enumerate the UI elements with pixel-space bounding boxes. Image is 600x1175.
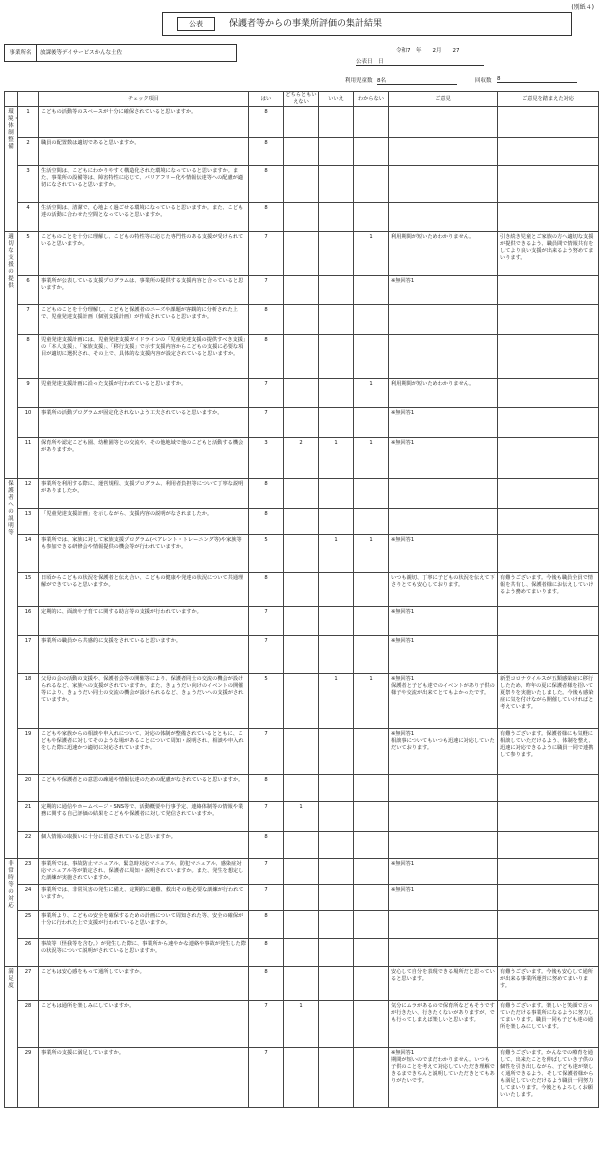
check-item: 日頃からこどもの状況を保護者と伝え合い、こどもの健康や発達の状況について共通理解ができていると思いますか。 — [39, 573, 249, 607]
row-number: 17 — [18, 636, 39, 674]
count-unknown — [354, 305, 389, 335]
count-unknown — [354, 203, 389, 232]
opinion-cell: ※無回答1 — [389, 607, 498, 636]
count-no — [319, 859, 354, 885]
header-opinion: ご意見 — [389, 92, 498, 107]
count-no — [319, 138, 354, 166]
row-number: 8 — [18, 335, 39, 379]
response-cell: 引き続き児童とご家族の方へ適切な支援が提供できるよう、職員間で情報共有をしてより良い支援が出来るよう努めてまいります。 — [498, 232, 599, 276]
count-neither — [284, 967, 319, 1001]
count-unknown: 1 — [354, 232, 389, 276]
opinion-cell: ※無回答1 — [389, 636, 498, 674]
header-neither: どちらともいえない — [285, 92, 317, 105]
count-no — [319, 573, 354, 607]
check-item: 事業所では、非常災害の発生に備え、定期的に避難、救出その他必要な訓練が行われていますか。 — [39, 885, 249, 911]
table-row — [5, 911, 599, 939]
header-yes: はい — [249, 92, 284, 107]
count-yes: 8 — [249, 166, 284, 203]
check-item: 児童発達支援計画には、児童発達支援ガイドラインの「児童発達支援の提供すべき支援」の「本人支援」、「家族支援」、「移行支援」で示す支援内容からこどもの支援に必要な項目が適切に選択され、その上で、具体的な支援内容が設定されていると思いますか。 — [39, 335, 249, 379]
row-number: 7 — [18, 305, 39, 335]
opinion-cell — [389, 138, 498, 166]
count-yes: 8 — [249, 573, 284, 607]
report-date: 令和7 年 2月 27 — [396, 48, 460, 54]
opinion-cell: ※無回答1 保護者と子ども達でのイベントがあり子供の様子や交流が出来てとてもよかったです。 — [389, 674, 498, 729]
section-label — [5, 107, 18, 232]
opinion-cell: ※無回答1 — [389, 859, 498, 885]
table-row — [5, 1048, 599, 1108]
count-neither — [284, 859, 319, 885]
table-row — [5, 276, 599, 305]
count-neither: 2 — [284, 438, 319, 479]
row-number: 20 — [18, 775, 39, 802]
opinion-cell: ※無回答1 — [389, 535, 498, 573]
count-no — [319, 379, 354, 408]
count-no — [319, 305, 354, 335]
count-yes: 7 — [249, 408, 284, 438]
table-row — [5, 408, 599, 438]
opinion-cell: ※無回答1 相談事についてもいつも迅速に対応していただいております。 — [389, 729, 498, 775]
count-yes: 8 — [249, 939, 284, 967]
count-unknown — [354, 967, 389, 1001]
row-number: 6 — [18, 276, 39, 305]
table-header-row — [5, 92, 599, 107]
count-unknown — [354, 1048, 389, 1108]
count-yes: 8 — [249, 138, 284, 166]
header-item: チェック項目 — [39, 92, 249, 107]
count-yes: 8 — [249, 911, 284, 939]
response-cell — [498, 859, 599, 885]
count-no: 1 — [319, 674, 354, 729]
section-label-text: 満足度 — [8, 969, 14, 989]
row-number: 10 — [18, 408, 39, 438]
count-no — [319, 335, 354, 379]
opinion-cell: ※無回答1 — [389, 885, 498, 911]
count-unknown — [354, 607, 389, 636]
row-number: 2 — [18, 138, 39, 166]
count-neither — [284, 535, 319, 573]
table-row — [5, 138, 599, 166]
check-item: 事業所では、事故防止マニュアル、緊急時対応マニュアル、防犯マニュアル、感染症対応マニュアル等が策定され、保護者に周知・説明されていますか。また、発生を想定した訓練が実施されていますか。 — [39, 859, 249, 885]
count-yes: 8 — [249, 479, 284, 509]
table-row — [5, 509, 599, 535]
count-neither — [284, 509, 319, 535]
check-item: こどものことを十分に理解し、こどもの特性等に応じた専門性のある支援が受けられていると思いますか。 — [39, 232, 249, 276]
count-neither — [284, 775, 319, 802]
opinion-cell: ※無回答1 — [389, 408, 498, 438]
check-item: 生活空間は、こどもにわかりやすく構造化された環境になっていると思いますか。また、事業所の設備等は、障害特性に応じて、バリアフリー化や情報伝達等への配慮が適切になされていると思いますか。 — [39, 166, 249, 203]
section-label — [5, 859, 18, 967]
response-cell — [498, 479, 599, 509]
response-cell: 新型コロナウイルスが五類感染症に移行したため、昨年の夏に保護者様を招いて夏祭りを実施いたしました。今後も感染症に気を付けながら開催していければと考えています。 — [498, 674, 599, 729]
count-no — [319, 1048, 354, 1108]
check-item: 事業所が公表している支援プログラムは、事業所の提供する支援内容と合っていると思いますか。 — [39, 276, 249, 305]
count-neither — [284, 232, 319, 276]
count-no — [319, 636, 354, 674]
check-item: 児童発達支援計画に沿った支援が行われていると思いますか。 — [39, 379, 249, 408]
count-neither — [284, 885, 319, 911]
count-yes: 8 — [249, 203, 284, 232]
check-item: こどものことを十分理解し、こどもと保護者のニーズや課題が客観的に分析された上で、児童発達支援計画（個別支援計画）が作成されていると思いますか。 — [39, 305, 249, 335]
count-neither — [284, 911, 319, 939]
response-cell — [498, 885, 599, 911]
count-unknown: 1 — [354, 379, 389, 408]
table-row — [5, 107, 599, 138]
count-neither — [284, 335, 319, 379]
users-label: 利用児童数 — [345, 78, 373, 84]
count-no: 1 — [319, 535, 354, 573]
section-label-text: 環境・体制整備 — [8, 109, 20, 150]
count-yes: 7 — [249, 885, 284, 911]
section-label — [5, 967, 18, 1108]
count-neither — [284, 607, 319, 636]
count-neither — [284, 379, 319, 408]
count-neither — [284, 138, 319, 166]
response-cell — [498, 408, 599, 438]
opinion-cell — [389, 832, 498, 859]
check-item: 生活空間は、清潔で、心地よく過ごせる環境になっていると思いますか。また、こども達の活動に合わせた空間となっていると思いますか。 — [39, 203, 249, 232]
check-item: 「児童発達支援計画」を示しながら、支援内容の説明がなされましたか。 — [39, 509, 249, 535]
row-number: 12 — [18, 479, 39, 509]
count-no — [319, 832, 354, 859]
count-yes: 8 — [249, 775, 284, 802]
opinion-cell — [389, 802, 498, 832]
check-item: こどもの活動等のスペースが十分に確保されていると思いますか。 — [39, 107, 249, 138]
row-number: 9 — [18, 379, 39, 408]
opinion-cell — [389, 939, 498, 967]
response-cell: 有難うございます。保護者様にも気軽に相談していただけるよう、体制を整え、迅速に対応できるように職員一同で連携して参ります。 — [498, 729, 599, 775]
table-row — [5, 885, 599, 911]
count-neither — [284, 107, 319, 138]
annex-label: (別紙４) — [571, 4, 594, 11]
response-cell — [498, 107, 599, 138]
row-number: 25 — [18, 911, 39, 939]
row-number: 1 — [18, 107, 39, 138]
opinion-cell — [389, 166, 498, 203]
count-neither — [284, 636, 319, 674]
count-unknown — [354, 573, 389, 607]
row-number: 4 — [18, 203, 39, 232]
count-unknown — [354, 832, 389, 859]
count-no — [319, 166, 354, 203]
row-number: 29 — [18, 1048, 39, 1108]
response-cell — [498, 636, 599, 674]
row-number: 18 — [18, 674, 39, 729]
row-number: 5 — [18, 232, 39, 276]
count-yes: 7 — [249, 379, 284, 408]
count-unknown — [354, 859, 389, 885]
opinion-cell: ※無回答1 期間が短いのでまだわかりません。いつも子供のことを考えて対応していただき理解できるまできちんと説明していただきとてもありがたいです。 — [389, 1048, 498, 1108]
count-unknown — [354, 1001, 389, 1048]
count-unknown — [354, 166, 389, 203]
table-row — [5, 636, 599, 674]
count-neither — [284, 674, 319, 729]
row-number: 13 — [18, 509, 39, 535]
table-row — [5, 674, 599, 729]
count-no — [319, 1001, 354, 1048]
row-number: 22 — [18, 832, 39, 859]
check-item: 事業所より、こどもの安全を確保するための計画について周知された等、安全の確保が十分に行われた上で支援が行われていると思いますか。 — [39, 911, 249, 939]
count-unknown — [354, 408, 389, 438]
check-item: 職員の配置数は適切であると思いますか。 — [39, 138, 249, 166]
count-no — [319, 729, 354, 775]
count-yes: 5 — [249, 674, 284, 729]
count-unknown: 1 — [354, 535, 389, 573]
count-no: 1 — [319, 438, 354, 479]
opinion-cell — [389, 911, 498, 939]
count-neither — [284, 729, 319, 775]
count-yes: 7 — [249, 607, 284, 636]
response-cell — [498, 775, 599, 802]
count-neither — [284, 166, 319, 203]
check-item: こどもは通所を楽しみにしていますか。 — [39, 1001, 249, 1048]
opinion-cell: いつも親切、丁寧に子どもの状況を伝えて下さりとても安心しております。 — [389, 573, 498, 607]
table-row — [5, 535, 599, 573]
opinion-cell: 安心して自分を表現できる場所だと思っていると思います。 — [389, 967, 498, 1001]
response-cell — [498, 276, 599, 305]
count-no — [319, 967, 354, 1001]
count-no — [319, 939, 354, 967]
check-item: こどもや家族からの相談や申入れについて、対応の体制が整備されているとともに、こどもや保護者に対してそのような場があることについて周知・説明され、相談や申入れをした際に迅速かつ適切に対応されていますか。 — [39, 729, 249, 775]
opinion-cell — [389, 305, 498, 335]
response-cell: 有難うございます。楽しいと笑顔で言っていただける事業所になるように努力してまいります。職員一同も子ども達の通所を楽しみにしています。 — [498, 1001, 599, 1048]
count-unknown — [354, 509, 389, 535]
table-row — [5, 939, 599, 967]
count-yes: 7 — [249, 1001, 284, 1048]
count-no — [319, 885, 354, 911]
row-number: 23 — [18, 859, 39, 885]
count-unknown — [354, 138, 389, 166]
count-neither — [284, 573, 319, 607]
count-neither — [284, 832, 319, 859]
header-no: いいえ — [319, 92, 354, 107]
response-cell — [498, 802, 599, 832]
response-cell — [498, 166, 599, 203]
count-yes: 8 — [249, 832, 284, 859]
response-cell — [498, 832, 599, 859]
count-no — [319, 911, 354, 939]
count-yes: 7 — [249, 1048, 284, 1108]
count-neither — [284, 479, 319, 509]
check-item: 定期的に、面談や子育てに関する助言等の支援が行われていますか。 — [39, 607, 249, 636]
response-cell — [498, 939, 599, 967]
users-count: 8名 — [377, 76, 457, 85]
check-item: 事業所では、家族に対して家族支援プログラム(ペアレント・トレーニング等)や家族等も参加できる研修会や情報提供の機会等が行われていますか。 — [39, 535, 249, 573]
response-cell — [498, 379, 599, 408]
response-cell — [498, 138, 599, 166]
check-item: 事業所の支援に満足していますか。 — [39, 1048, 249, 1108]
jigyosho-label: 事業所名 — [4, 44, 37, 62]
check-item: 定期的に通信やホームページ・SNS等で、活動概要や行事予定、連絡体制等の情報や業務に関する自己評価の結果をこどもや保護者に対して発信されていますか。 — [39, 802, 249, 832]
row-number: 3 — [18, 166, 39, 203]
table-row — [5, 379, 599, 408]
opinion-cell: ※無回答1 — [389, 276, 498, 305]
count-unknown — [354, 802, 389, 832]
response-cell — [498, 335, 599, 379]
count-unknown — [354, 479, 389, 509]
count-yes: 7 — [249, 276, 284, 305]
table-row — [5, 607, 599, 636]
count-unknown — [354, 636, 389, 674]
table-row — [5, 859, 599, 885]
check-item: こどもや保護者との意思の疎通や情報伝達のための配慮がなされていると思いますか。 — [39, 775, 249, 802]
count-yes: 7 — [249, 802, 284, 832]
section-label — [5, 232, 18, 479]
page-title: 保護者等からの事業所評価の集計結果 — [229, 19, 383, 29]
count-no — [319, 408, 354, 438]
response-cell — [498, 305, 599, 335]
row-number: 11 — [18, 438, 39, 479]
count-yes: 7 — [249, 729, 284, 775]
count-neither: 1 — [284, 802, 319, 832]
count-unknown — [354, 939, 389, 967]
count-yes: 7 — [249, 859, 284, 885]
responses-label: 回収数 — [475, 78, 492, 84]
responses-count: 8 — [497, 76, 577, 83]
table-row — [5, 775, 599, 802]
count-unknown — [354, 107, 389, 138]
row-number: 27 — [18, 967, 39, 1001]
response-cell: 有難うございます。かんなでの療育を通して、出来たことを伸ばしていき子供の個性を引き出しながら、子ども達が楽しく通所できるよう、そして保護者様からも満足していただけるよう職員一同努力してまいります。今後ともよろしくお願いいたします。 — [498, 1048, 599, 1108]
check-item: 事業所の活動プログラムが固定化されないよう工夫されていると思いますか。 — [39, 408, 249, 438]
table-row — [5, 203, 599, 232]
count-yes: 8 — [249, 107, 284, 138]
count-neither — [284, 939, 319, 967]
section-label-text: 適切な支援の提供 — [8, 234, 14, 289]
response-cell — [498, 911, 599, 939]
count-no — [319, 775, 354, 802]
check-item: 保育所や認定こども園、幼稚園等との交流や、その他地域で他のこどもと活動する機会がありますか。 — [39, 438, 249, 479]
table-row — [5, 438, 599, 479]
table-row — [5, 305, 599, 335]
count-unknown — [354, 775, 389, 802]
opinion-cell: 気分にムラがあるので保育所などもそうですが行きたい、行きたくないがありますが、でも行ってしまえば楽しいと思います。 — [389, 1001, 498, 1048]
count-unknown — [354, 729, 389, 775]
count-yes: 7 — [249, 232, 284, 276]
opinion-cell — [389, 107, 498, 138]
table-row — [5, 832, 599, 859]
count-neither: 1 — [284, 1001, 319, 1048]
kohyo-tag: 公表 — [177, 17, 215, 31]
count-neither — [284, 1048, 319, 1108]
check-item: 個人情報の取扱いに十分に留意されていると思いますか。 — [39, 832, 249, 859]
count-no — [319, 107, 354, 138]
response-cell — [498, 535, 599, 573]
response-cell — [498, 203, 599, 232]
table-row — [5, 166, 599, 203]
row-number: 19 — [18, 729, 39, 775]
check-item: 事故等（怪我等を含む。）が発生した際に、事業所から速やかな連絡や事故が発生した際の状況等について説明がされていると思いますか。 — [39, 939, 249, 967]
table-row — [5, 1001, 599, 1048]
table-row — [5, 729, 599, 775]
section-label — [5, 479, 18, 859]
opinion-cell: 利用期間が短いためわかりません。 — [389, 232, 498, 276]
check-item: 事業所の職員から共感的に支援をされていると思いますか。 — [39, 636, 249, 674]
row-number: 21 — [18, 802, 39, 832]
opinion-cell: ※無回答1 — [389, 438, 498, 479]
evaluation-table — [4, 91, 599, 1108]
count-unknown — [354, 276, 389, 305]
count-yes: 5 — [249, 535, 284, 573]
opinion-cell — [389, 335, 498, 379]
opinion-cell — [389, 509, 498, 535]
count-unknown — [354, 335, 389, 379]
response-cell — [498, 438, 599, 479]
count-yes: 8 — [249, 305, 284, 335]
header-response: ご意見を踏まえた対応 — [498, 92, 599, 107]
row-number: 14 — [18, 535, 39, 573]
count-neither — [284, 276, 319, 305]
opinion-cell — [389, 479, 498, 509]
table-row — [5, 802, 599, 832]
row-number: 26 — [18, 939, 39, 967]
count-yes: 8 — [249, 509, 284, 535]
opinion-cell: 利用期間が短いためわかりません。 — [389, 379, 498, 408]
response-cell: 有難うございます。今後も職員全員で情報を共有し、保護者様にお伝えしていけるよう務めてまいります。 — [498, 573, 599, 607]
section-label-text: 非常時等の対応 — [8, 861, 14, 909]
count-no — [319, 509, 354, 535]
response-cell — [498, 509, 599, 535]
row-number: 24 — [18, 885, 39, 911]
check-item: 事業所を利用する際に、運営規程、支援プログラム、利用者負担等について丁寧な説明がありましたか。 — [39, 479, 249, 509]
response-cell — [498, 607, 599, 636]
row-number: 15 — [18, 573, 39, 607]
response-cell: 有難うございます。今後も安心して通所が出来る事業所運営に努めてまいります。 — [498, 967, 599, 1001]
section-label-text: 保護者への説明等 — [8, 481, 14, 536]
count-no — [319, 203, 354, 232]
count-neither — [284, 305, 319, 335]
opinion-cell — [389, 775, 498, 802]
count-no — [319, 232, 354, 276]
row-number: 28 — [18, 1001, 39, 1048]
count-unknown — [354, 911, 389, 939]
count-yes: 8 — [249, 967, 284, 1001]
count-no — [319, 607, 354, 636]
count-unknown: 1 — [354, 674, 389, 729]
row-number: 16 — [18, 607, 39, 636]
count-unknown: 1 — [354, 438, 389, 479]
table-row — [5, 479, 599, 509]
count-no — [319, 479, 354, 509]
kohyo-date: 公表日 日 — [356, 57, 484, 66]
count-neither — [284, 408, 319, 438]
count-unknown — [354, 885, 389, 911]
table-row — [5, 232, 599, 276]
count-yes: 8 — [249, 335, 284, 379]
count-yes: 7 — [249, 636, 284, 674]
title-box — [162, 12, 572, 36]
jigyosho-name: 放課後等デイサービスかんな土佐 — [37, 44, 237, 62]
check-item: こどもは安心感をもって通所していますか。 — [39, 967, 249, 1001]
table-row — [5, 967, 599, 1001]
check-item: 父母の会の活動の支援や、保護者会等の開催等により、保護者同士の交流の機会が設けられるなど、家族への支援がされていますか。また、きょうだい向けのイベントの開催等により、きょうだい同士の交流の機会が設けられるなど、きょうだいへの支援がされていますか。 — [39, 674, 249, 729]
opinion-cell — [389, 203, 498, 232]
count-no — [319, 802, 354, 832]
count-neither — [284, 203, 319, 232]
header-unknown: わからない — [354, 92, 389, 107]
table-row — [5, 573, 599, 607]
count-yes: 3 — [249, 438, 284, 479]
table-row — [5, 335, 599, 379]
count-no — [319, 276, 354, 305]
